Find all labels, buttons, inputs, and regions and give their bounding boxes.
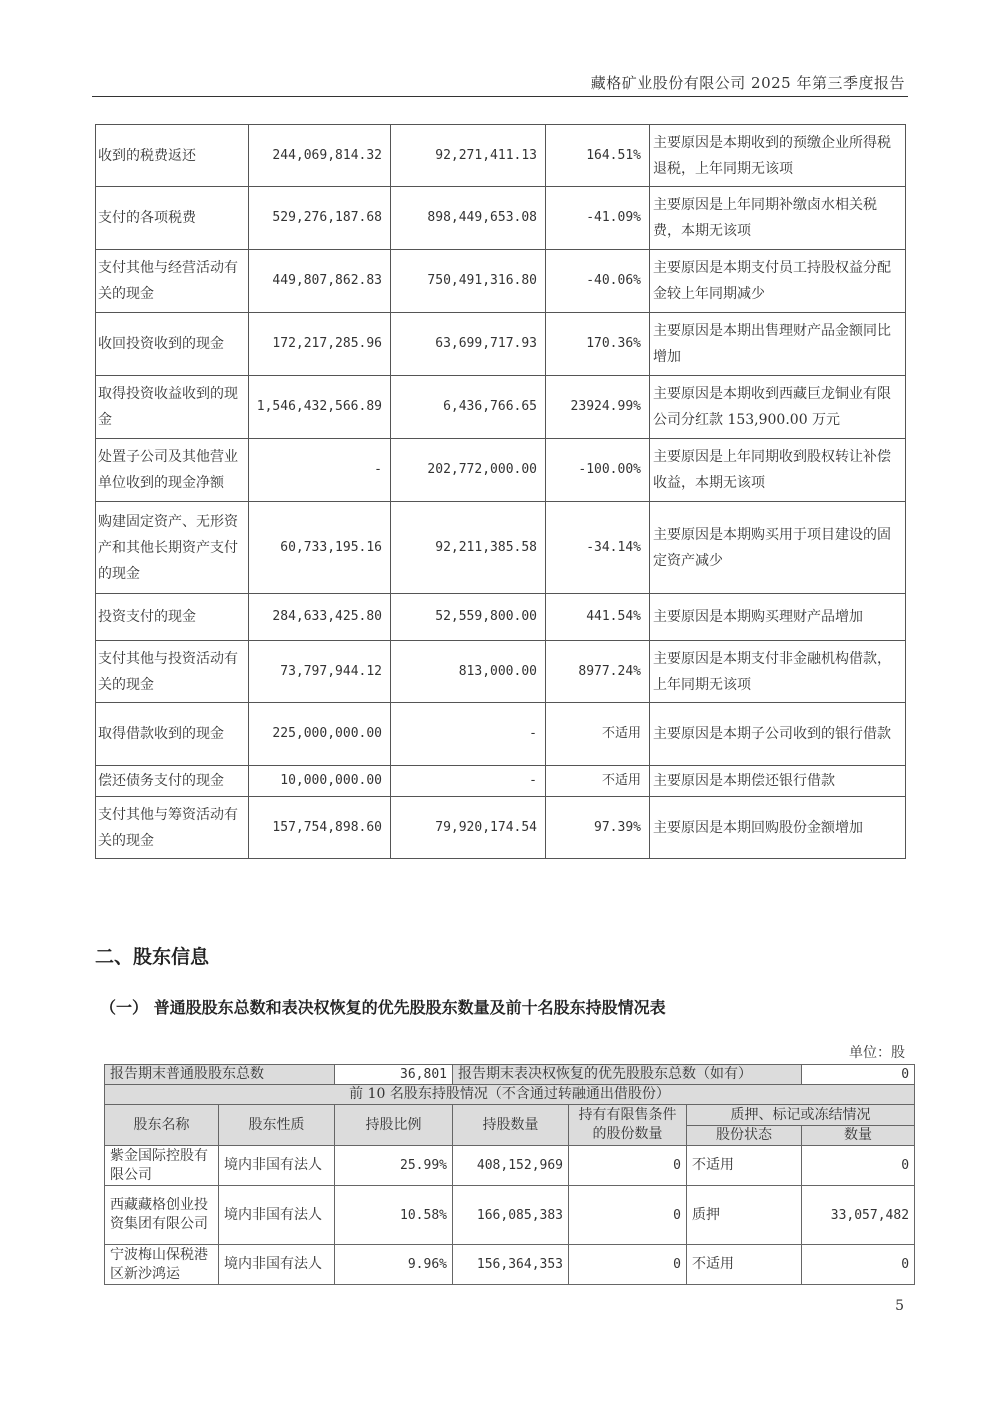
shareholder-nature: 境内非国有法人 [219,1186,335,1245]
row-change-pct: -100.00% [546,439,650,502]
row-change-pct: -40.06% [546,250,650,313]
row-current-value: 244,069,814.32 [249,125,391,187]
preferred-shareholders-label: 报告期末表决权恢复的优先股股东总数（如有） [453,1065,802,1085]
row-current-value: 157,754,898.60 [249,797,391,859]
page-number: 5 [895,1298,904,1314]
row-reason: 主要原因是本期偿还银行借款 [650,766,906,797]
table-row [96,313,906,376]
header-pledge-group: 质押、标记或冻结情况 [687,1105,915,1126]
row-current-value: - [249,439,391,502]
row-prior-value: 79,920,174.54 [391,797,546,859]
table-row [96,502,906,594]
row-change-pct: 441.54% [546,594,650,641]
shareholder-name: 宁波梅山保税港区新沙鸿运 [105,1245,219,1285]
shareholder-pledged-qty: 33,057,482 [802,1186,915,1245]
row-reason: 主要原因是本期出售理财产品金额同比增加 [650,313,906,376]
row-item: 处置子公司及其他营业单位收到的现金净额 [96,439,249,502]
shareholder-ratio: 10.58% [335,1186,453,1245]
row-item: 购建固定资产、无形资产和其他长期资产支付的现金 [96,502,249,594]
row-current-value: 10,000,000.00 [249,766,391,797]
row-prior-value: 92,211,385.58 [391,502,546,594]
shareholder-pledge-status: 质押 [687,1186,802,1245]
row-change-pct: 不适用 [546,766,650,797]
table-row [96,594,906,641]
shareholder-nature: 境内非国有法人 [219,1245,335,1285]
shareholder-pledged-qty: 0 [802,1146,915,1186]
row-prior-value: - [391,703,546,766]
table-row [96,797,906,859]
row-reason: 主要原因是本期支付非金融机构借款，上年同期无该项 [650,641,906,703]
row-change-pct: 97.39% [546,797,650,859]
row-current-value: 449,807,862.83 [249,250,391,313]
total-shareholders-value: 36,801 [335,1065,453,1085]
row-current-value: 284,633,425.80 [249,594,391,641]
row-reason: 主要原因是上年同期补缴卤水相关税费，本期无该项 [650,187,906,250]
row-item: 投资支付的现金 [96,594,249,641]
shareholder-ratio: 9.96% [335,1245,453,1285]
shareholder-pledged-qty: 0 [802,1245,915,1285]
header-restricted: 持有有限售条件的股份数量 [569,1105,687,1146]
table-row [105,1245,915,1285]
subsection-title: （一） 普通股股东总数和表决权恢复的优先股股东数量及前十名股东持股情况表 [100,998,666,1017]
row-change-pct: 不适用 [546,703,650,766]
row-reason: 主要原因是本期收到西藏巨龙铜业有限公司分红款 153,900.00 万元 [650,376,906,439]
row-current-value: 1,546,432,566.89 [249,376,391,439]
shareholder-restricted: 0 [569,1146,687,1186]
row-prior-value: 92,271,411.13 [391,125,546,187]
shareholder-restricted: 0 [569,1186,687,1245]
section-title: 二、股东信息 [95,946,210,968]
row-prior-value: 63,699,717.93 [391,313,546,376]
table-row [96,376,906,439]
table-row [96,125,906,187]
row-change-pct: -41.09% [546,187,650,250]
row-change-pct: 23924.99% [546,376,650,439]
top10-caption-row [105,1085,915,1105]
row-item: 支付其他与投资活动有关的现金 [96,641,249,703]
row-item: 取得投资收益收到的现金 [96,376,249,439]
row-change-pct: -34.14% [546,502,650,594]
row-current-value: 60,733,195.16 [249,502,391,594]
row-item: 支付其他与经营活动有关的现金 [96,250,249,313]
table-row [96,703,906,766]
row-reason: 主要原因是本期购买理财产品增加 [650,594,906,641]
table-header-row [105,1105,915,1126]
row-reason: 主要原因是本期购买用于项目建设的固定资产减少 [650,502,906,594]
shareholder-summary-row [105,1065,915,1085]
header-pledge-qty: 数量 [802,1126,915,1146]
table-row [96,641,906,703]
header-ratio: 持股比例 [335,1105,453,1146]
row-item: 收到的税费返还 [96,125,249,187]
table-row [105,1146,915,1186]
shareholder-name: 西藏藏格创业投资集团有限公司 [105,1186,219,1245]
preferred-shareholders-value: 0 [802,1065,915,1085]
row-change-pct: 8977.24% [546,641,650,703]
row-item: 支付其他与筹资活动有关的现金 [96,797,249,859]
shareholder-quantity: 166,085,383 [453,1186,569,1245]
header-divider [92,96,908,97]
row-prior-value: 202,772,000.00 [391,439,546,502]
row-current-value: 172,217,285.96 [249,313,391,376]
shareholder-table [104,1064,915,1285]
shareholder-name: 紫金国际控股有限公司 [105,1146,219,1186]
row-prior-value: 6,436,766.65 [391,376,546,439]
shareholder-ratio: 25.99% [335,1146,453,1186]
report-header-title: 藏格矿业股份有限公司 2025 年第三季度报告 [590,74,905,92]
row-current-value: 225,000,000.00 [249,703,391,766]
header-name: 股东名称 [105,1105,219,1146]
row-reason: 主要原因是本期回购股份金额增加 [650,797,906,859]
shareholder-nature: 境内非国有法人 [219,1146,335,1186]
shareholder-quantity: 156,364,353 [453,1245,569,1285]
row-item: 支付的各项税费 [96,187,249,250]
row-prior-value: 750,491,316.80 [391,250,546,313]
header-nature: 股东性质 [219,1105,335,1146]
top10-caption: 前 10 名股东持股情况（不含通过转融通出借股份） [105,1085,915,1105]
shareholder-pledge-status: 不适用 [687,1146,802,1186]
row-current-value: 529,276,187.68 [249,187,391,250]
row-prior-value: - [391,766,546,797]
row-item: 收回投资收到的现金 [96,313,249,376]
cash-flow-change-table [95,124,906,859]
row-current-value: 73,797,944.12 [249,641,391,703]
table-row [96,187,906,250]
header-pledge-status: 股份状态 [687,1126,802,1146]
row-change-pct: 170.36% [546,313,650,376]
table-row [105,1186,915,1245]
table-row [96,439,906,502]
row-reason: 主要原因是本期子公司收到的银行借款 [650,703,906,766]
row-prior-value: 898,449,653.08 [391,187,546,250]
table-row [96,250,906,313]
shareholder-pledge-status: 不适用 [687,1245,802,1285]
row-reason: 主要原因是本期支付员工持股权益分配金较上年同期减少 [650,250,906,313]
row-change-pct: 164.51% [546,125,650,187]
row-reason: 主要原因是上年同期收到股权转让补偿收益，本期无该项 [650,439,906,502]
row-prior-value: 52,559,800.00 [391,594,546,641]
shareholder-quantity: 408,152,969 [453,1146,569,1186]
row-reason: 主要原因是本期收到的预缴企业所得税退税，上年同期无该项 [650,125,906,187]
row-item: 偿还债务支付的现金 [96,766,249,797]
table-row [96,766,906,797]
total-shareholders-label: 报告期末普通股股东总数 [105,1065,335,1085]
header-quantity: 持股数量 [453,1105,569,1146]
row-prior-value: 813,000.00 [391,641,546,703]
shareholder-restricted: 0 [569,1245,687,1285]
unit-label: 单位：股 [849,1045,905,1061]
row-item: 取得借款收到的现金 [96,703,249,766]
